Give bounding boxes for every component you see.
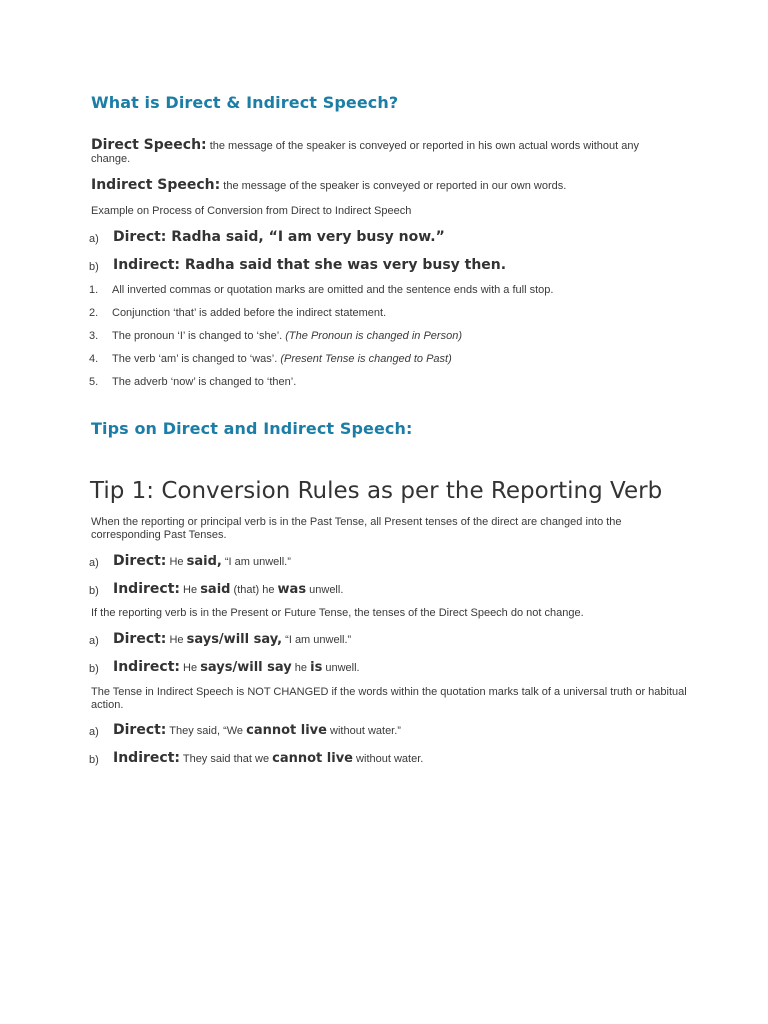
indirect-speech-text: the message of the speaker is conveyed or reported in our own words. <box>220 180 567 192</box>
ex1-direct-line <box>113 553 291 569</box>
bold-verb: says/will say, <box>186 632 283 647</box>
step-text: The pronoun ‘I’ is changed to ‘she’. <box>112 330 286 342</box>
direct-speech-term: Direct Speech: <box>91 137 207 153</box>
plain-text: He <box>180 662 201 674</box>
list-marker: a) <box>89 557 99 569</box>
plain-text: unwell. <box>306 584 344 596</box>
example-direct-text: Direct: Radha said, “I am very busy now.” <box>113 229 445 245</box>
direct-label: Direct: <box>113 553 167 569</box>
step-number: 1. <box>89 284 99 296</box>
plain-text: without water.” <box>326 725 401 737</box>
step-note: (Present Tense is changed to Past) <box>280 353 452 365</box>
bold-verb: is <box>310 660 323 675</box>
list-marker: b) <box>89 261 99 273</box>
plain-text: He <box>166 556 187 568</box>
bold-verb: was <box>277 582 307 597</box>
ex2-direct-line <box>113 631 351 647</box>
plain-text: unwell. <box>322 662 360 674</box>
heading-tips: Tips on Direct and Indirect Speech: <box>91 419 413 438</box>
ex3-direct-line <box>113 722 401 738</box>
step-number: 4. <box>89 353 99 365</box>
bold-verb: said, <box>186 554 222 569</box>
step-note: (The Pronoun is changed in Person) <box>285 330 462 342</box>
example-indirect-text: Indirect: Radha said that she was very busy then. <box>113 257 507 273</box>
plain-text: “I am unwell.” <box>282 634 352 646</box>
ex3-indirect-line <box>113 750 423 766</box>
list-marker: a) <box>89 635 99 647</box>
direct-speech-text: the message of the speaker is conveyed or reported in his own actual words without any change. <box>91 140 639 165</box>
bold-verb: says/will say <box>200 660 292 675</box>
plain-text: he <box>291 662 311 674</box>
step-text: All inverted commas or quotation marks are omitted and the sentence ends with a full stop. <box>112 284 554 296</box>
rule1-text: When the reporting or principal verb is in the Past Tense, all Present tenses of the direct are changed into the corresponding Past Tenses. <box>91 516 622 541</box>
step-number: 2. <box>89 307 99 319</box>
direct-label: Direct: <box>113 631 167 647</box>
indirect-speech-term: Indirect Speech: <box>91 177 221 193</box>
step-number: 3. <box>89 330 99 342</box>
example-intro: Example on Process of Conversion from Direct to Indirect Speech <box>91 205 412 217</box>
tip1-title: Tip 1: Conversion Rules as per the Reporting Verb <box>90 478 663 504</box>
direct-label: Direct: <box>113 722 167 738</box>
list-marker: b) <box>89 585 99 597</box>
step-number: 5. <box>89 376 99 388</box>
plain-text: They said, “We <box>166 725 247 737</box>
list-marker: b) <box>89 754 99 766</box>
list-marker: a) <box>89 726 99 738</box>
indirect-label: Indirect: <box>113 750 180 766</box>
direct-speech-definition <box>91 139 671 166</box>
plain-text: He <box>166 634 187 646</box>
indirect-label: Indirect: <box>113 581 180 597</box>
bold-verb: said <box>200 582 231 597</box>
step-text: The adverb ‘now’ is changed to ‘then’. <box>112 376 297 388</box>
ex2-indirect-line <box>113 659 360 675</box>
plain-text: “I am unwell.” <box>221 556 291 568</box>
plain-text: He <box>180 584 201 596</box>
bold-verb: cannot live <box>272 751 353 766</box>
bold-verb: cannot live <box>246 723 327 738</box>
step-text-wrap <box>112 353 452 365</box>
step-text: Conjunction ‘that’ is added before the indirect statement. <box>112 307 387 319</box>
step-text: The verb ‘am’ is changed to ‘was’. <box>112 353 281 365</box>
rule2-text: If the reporting verb is in the Present or Future Tense, the tenses of the Direct Speech do not change. <box>91 607 584 619</box>
plain-text: without water. <box>353 753 424 765</box>
heading-what-is-speech: What is Direct & Indirect Speech? <box>91 93 399 112</box>
indirect-label: Indirect: <box>113 659 180 675</box>
indirect-speech-definition <box>91 179 671 193</box>
ex1-indirect-line <box>113 581 343 597</box>
plain-text: (that) he <box>230 584 278 596</box>
list-marker: a) <box>89 233 99 245</box>
rule3-text: The Tense in Indirect Speech is NOT CHANGED if the words within the quotation marks talk of a universal truth or habitual action. <box>91 686 687 711</box>
list-marker: b) <box>89 663 99 675</box>
step-text-wrap <box>112 330 462 342</box>
plain-text: They said that we <box>180 753 273 765</box>
